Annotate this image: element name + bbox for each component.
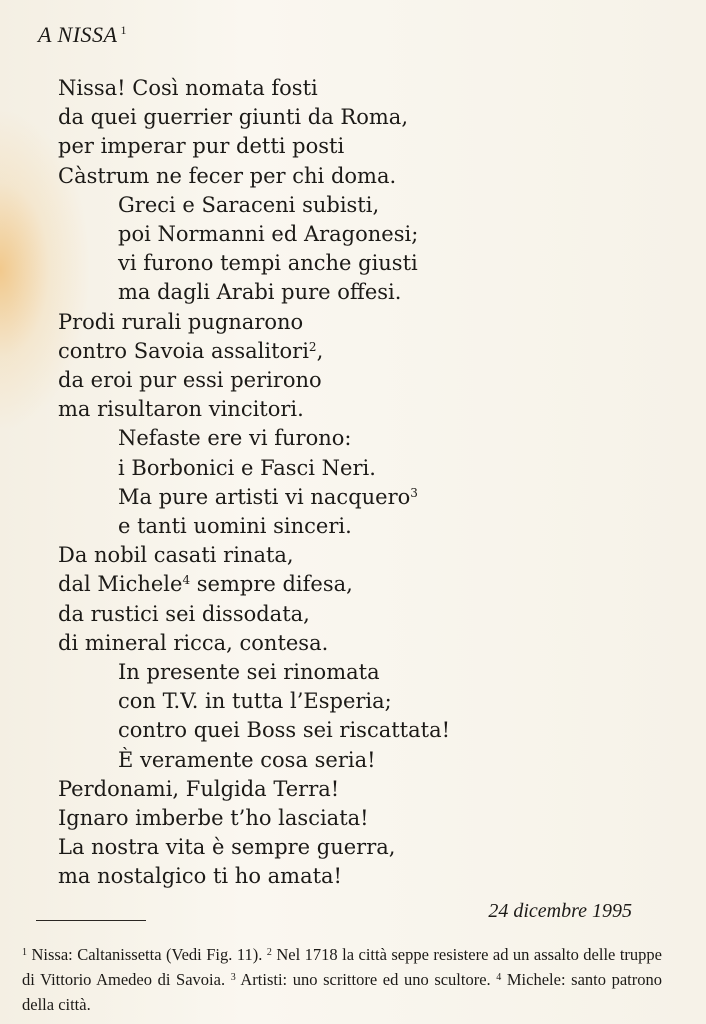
poem-line-text: In presente sei rinomata xyxy=(118,660,380,685)
footnote xyxy=(231,970,491,989)
poem-line-text: vi furono tempi anche giusti xyxy=(118,251,418,276)
poem-line xyxy=(58,687,658,716)
footnotes xyxy=(22,942,662,1017)
poem-line xyxy=(58,716,658,745)
poem-line xyxy=(58,833,658,862)
poem-line xyxy=(58,658,658,687)
poem-line-text: Nissa! Così nomata fosti xyxy=(58,76,318,100)
poem-line xyxy=(58,220,658,249)
poem-line xyxy=(58,103,658,132)
poem-line-text: Ignaro imberbe t’ho lasciata! xyxy=(58,806,369,831)
poem-line-text: e tanti uomini sinceri. xyxy=(118,514,352,539)
footnote-number: 4 xyxy=(496,972,502,983)
footnote-ref: 3 xyxy=(410,485,418,500)
poem-line-text: Càstrum ne fecer per chi doma. xyxy=(58,163,397,188)
poem-line xyxy=(58,308,658,337)
poem-line-text: Da nobil casati rinata, xyxy=(58,543,294,568)
poem-line xyxy=(58,746,658,775)
footnote-text: Nissa: Caltanissetta (Vedi Fig. 11). xyxy=(31,945,263,964)
poem-date: 24 dicembre 1995 xyxy=(488,900,632,922)
poem-line xyxy=(58,775,658,804)
poem-line-text: i Borbonici e Fasci Neri. xyxy=(118,455,376,480)
poem-line xyxy=(58,512,658,541)
poem-line-text: contro Savoia assalitori xyxy=(58,338,309,363)
poem-line xyxy=(58,132,658,161)
poem-line-text: Greci e Saraceni subisti, xyxy=(118,192,380,217)
poem-line-text: contro quei Boss sei riscattata! xyxy=(118,718,451,743)
poem-line xyxy=(58,483,658,512)
title-footnote-ref: 1 xyxy=(120,22,127,37)
footnote-ref: 2 xyxy=(308,339,317,354)
poem-line xyxy=(58,278,658,307)
poem-line xyxy=(58,74,658,103)
poem-line-text: dal Michele xyxy=(58,572,183,597)
poem-line xyxy=(58,424,658,453)
poem-line-text: Perdonami, Fulgida Terra! xyxy=(58,776,340,801)
footnote-number: 1 xyxy=(22,947,27,958)
poem-line xyxy=(58,570,658,599)
footnote-number: 2 xyxy=(266,947,272,958)
poem-line xyxy=(58,541,658,570)
footnote xyxy=(22,945,262,964)
poem-line xyxy=(58,366,658,395)
poem-line-tail: , xyxy=(316,338,324,363)
poem-line xyxy=(58,600,658,629)
poem-line-tail: sempre difesa, xyxy=(190,572,353,597)
poem-line-text: da rustici sei dissodata, xyxy=(58,601,310,626)
poem-line-text: da quei guerrier giunti da Roma, xyxy=(58,105,408,130)
poem-line xyxy=(58,629,658,658)
poem-line-text: È veramente cosa seria! xyxy=(118,747,376,772)
footnote-text: Nel 1718 la città seppe resistere ad un assalto delle truppe di Vittorio Amedeo di Savoia. xyxy=(22,945,663,989)
footnote-text: Michele: santo patrono della città. xyxy=(22,970,662,1014)
poem-line-text: ma dagli Arabi pure offesi. xyxy=(118,280,402,305)
poem-title-text: A NISSA xyxy=(38,22,118,47)
footnote-ref: 4 xyxy=(182,573,191,588)
poem-line-text: Nefaste ere vi furono: xyxy=(118,426,352,451)
poem-line-text: ma nostalgico ti ho amata! xyxy=(58,864,342,889)
poem-line-text: Ma pure artisti vi nacquero xyxy=(118,484,411,509)
poem-line xyxy=(58,249,658,278)
poem-line-text: La nostra vita è sempre guerra, xyxy=(58,835,396,860)
poem-line-text: per imperar pur detti posti xyxy=(58,134,345,159)
footnote-number: 3 xyxy=(230,972,236,983)
footnote-divider xyxy=(36,920,146,921)
poem-line-text: ma risultaron vincitori. xyxy=(58,397,304,422)
poem-line xyxy=(58,162,658,191)
poem-line xyxy=(58,454,658,483)
poem-line xyxy=(58,191,658,220)
poem-line-text: con T.V. in tutta l’Esperia; xyxy=(118,689,392,714)
poem-line xyxy=(58,395,658,424)
footnote-text: Artisti: uno scrittore ed uno scultore. xyxy=(240,970,491,989)
poem-line-text: di mineral ricca, contesa. xyxy=(58,630,329,655)
poem-line-text: Prodi rurali pugnarono xyxy=(58,309,304,334)
poem-title xyxy=(38,22,127,48)
poem-line xyxy=(58,337,658,366)
poem-line-text: poi Normanni ed Aragonesi; xyxy=(118,222,419,247)
poem-body xyxy=(58,74,658,892)
poem-line xyxy=(58,862,658,891)
poem-line-text: da eroi pur essi perirono xyxy=(58,368,322,393)
poem-line xyxy=(58,804,658,833)
